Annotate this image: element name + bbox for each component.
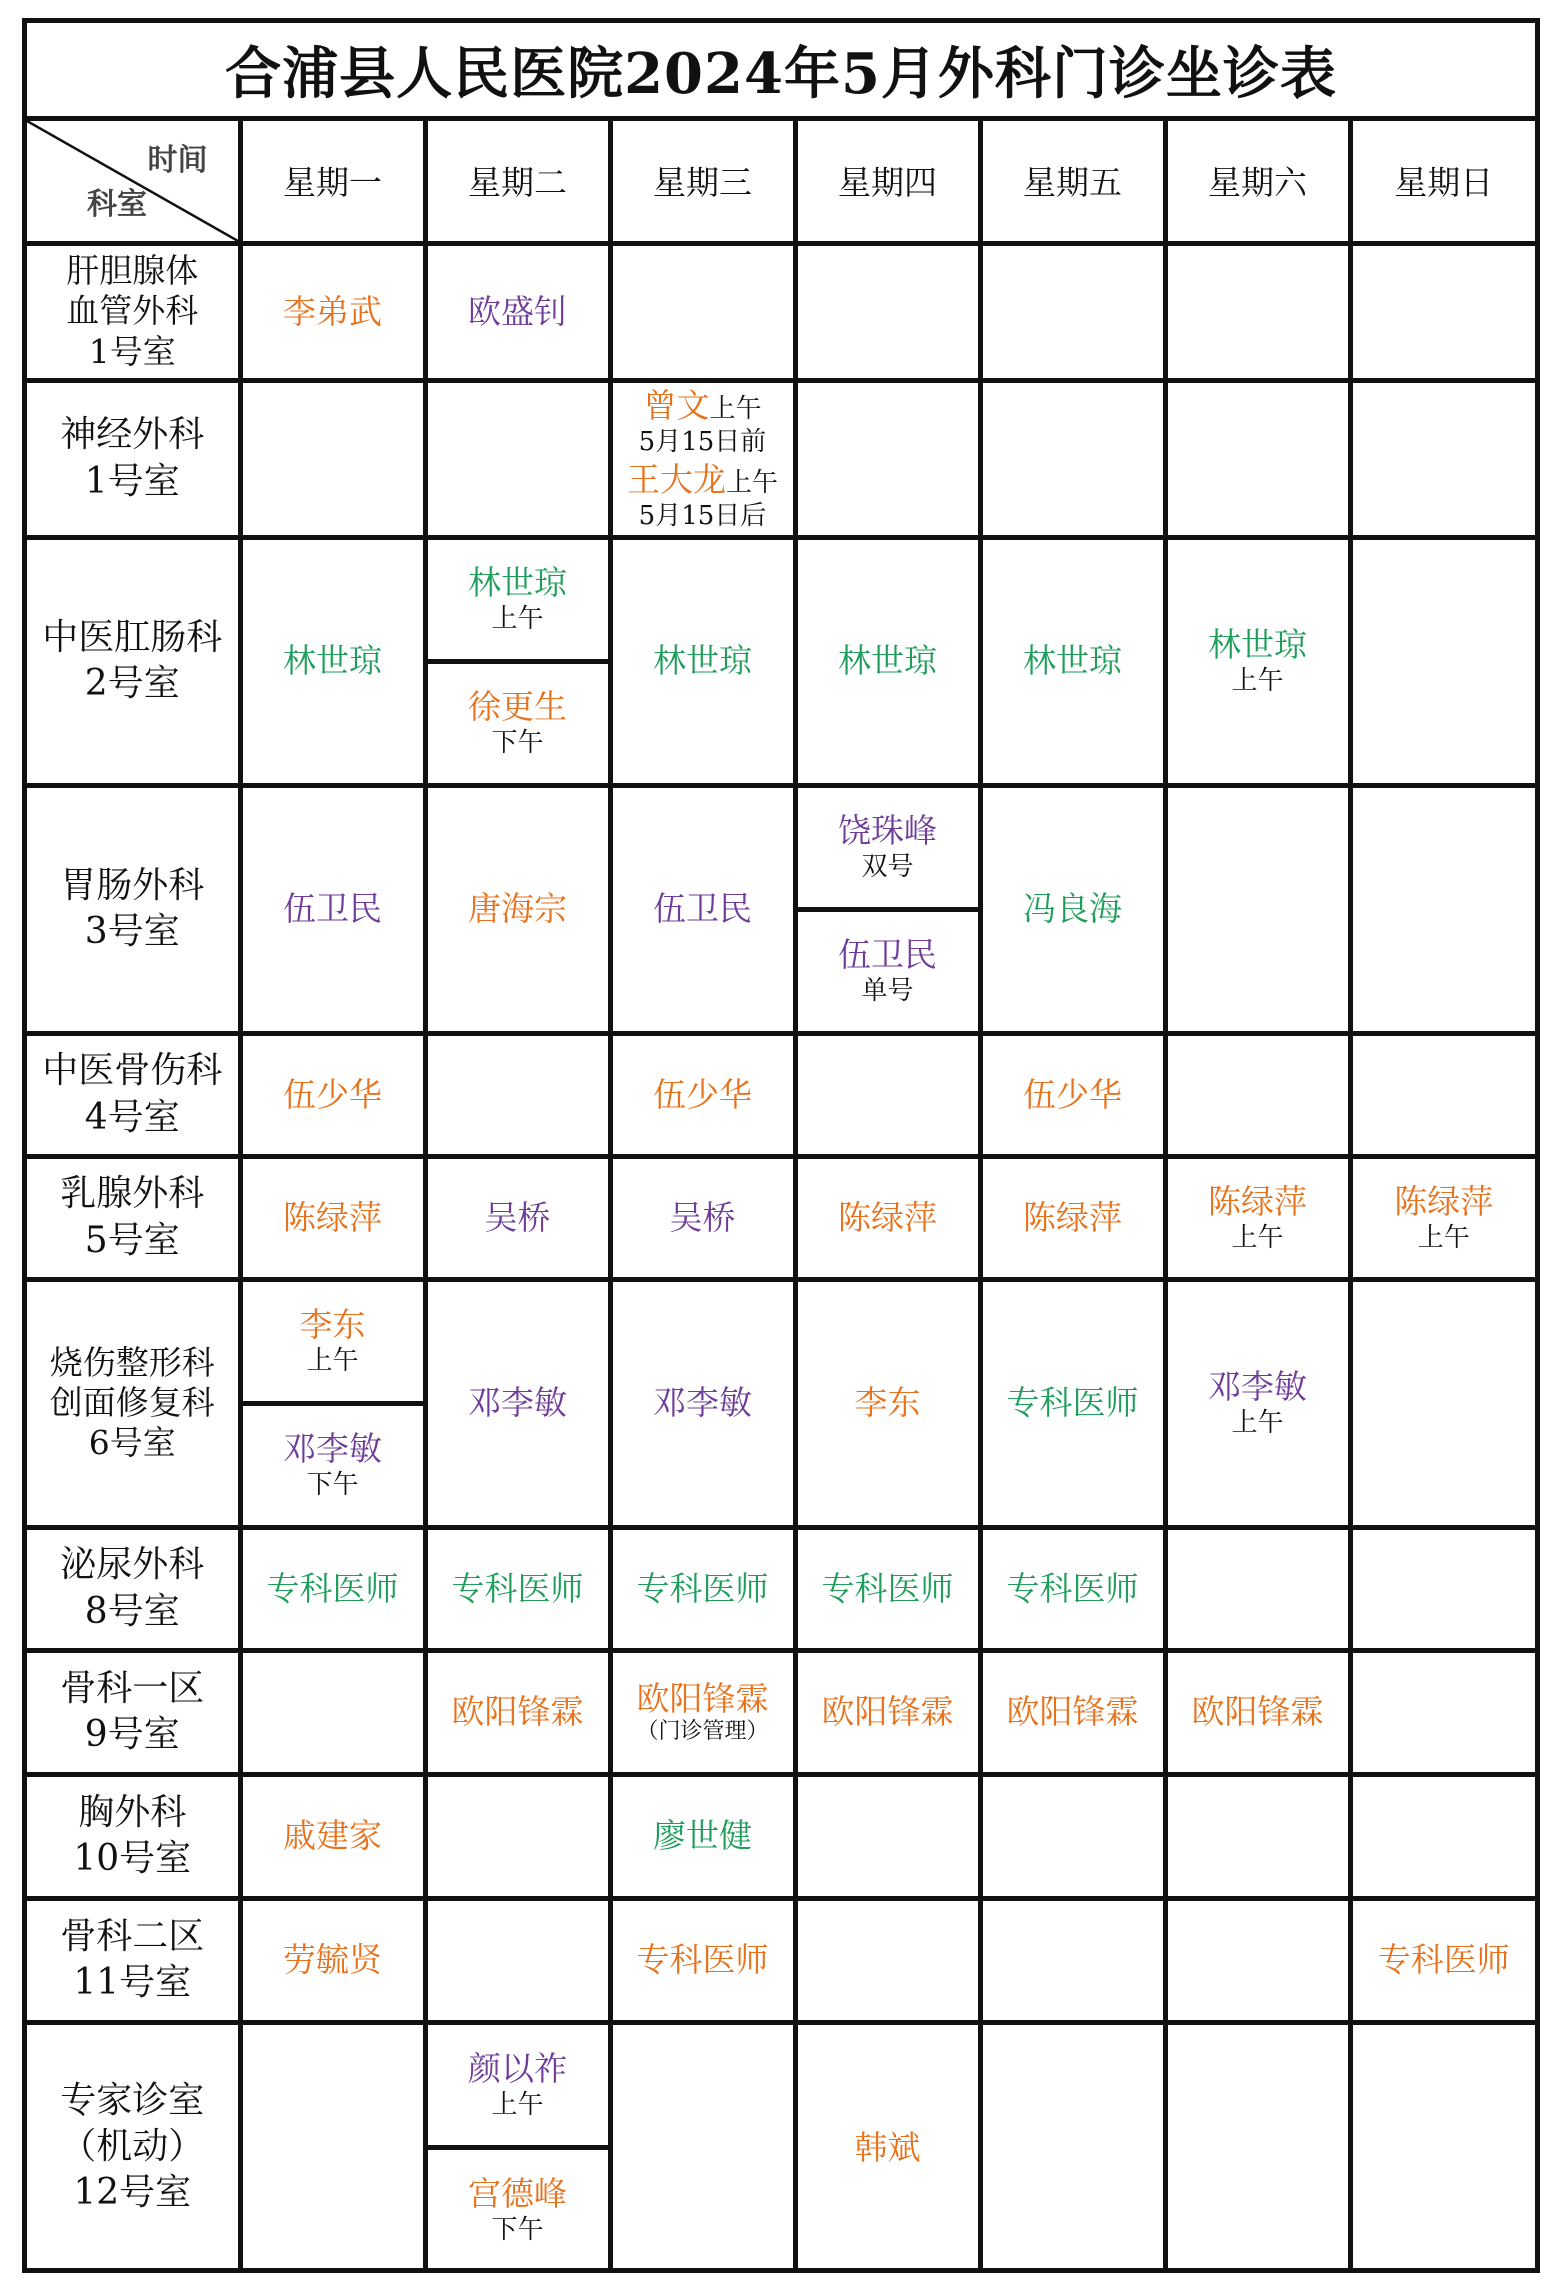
day-header: 星期一 xyxy=(240,121,425,243)
schedule-cell xyxy=(1165,1774,1350,1898)
split-top xyxy=(428,2025,608,2145)
schedule-cell xyxy=(425,1279,610,1527)
department-cell xyxy=(27,1279,240,1527)
doctor-name: 专科医师 xyxy=(1006,1383,1139,1423)
schedule-cell xyxy=(1165,1156,1350,1279)
department-cell xyxy=(27,1156,240,1279)
split-cell xyxy=(428,2025,608,2271)
schedule-cell xyxy=(980,537,1165,785)
schedule-cell xyxy=(240,1527,425,1650)
session-note: 上午 xyxy=(491,2090,544,2120)
schedule-cell xyxy=(1350,1650,1535,1774)
schedule-cell xyxy=(1165,380,1350,537)
schedule-cell xyxy=(980,380,1165,537)
schedule-cell xyxy=(1165,785,1350,1033)
department-line: 10号室 xyxy=(73,1838,192,1879)
schedule-cell xyxy=(795,1527,980,1650)
doctor-name: 吴桥 xyxy=(484,1197,551,1237)
department-line: 中医肛肠科 xyxy=(42,616,223,658)
table-row xyxy=(27,380,1535,537)
session-note: 下午 xyxy=(306,1470,359,1501)
schedule-cell xyxy=(610,1033,795,1156)
department-cell xyxy=(27,1650,240,1774)
doctor-name: 林世琼 xyxy=(653,641,752,681)
schedule-cell xyxy=(980,785,1165,1033)
schedule-cell xyxy=(425,537,610,785)
department-cell xyxy=(27,1033,240,1156)
schedule-cell xyxy=(980,243,1165,380)
schedule-cell xyxy=(1350,537,1535,785)
schedule-cell xyxy=(610,1527,795,1650)
schedule-cell xyxy=(425,243,610,380)
schedule-cell xyxy=(1165,1033,1350,1156)
schedule-cell xyxy=(610,1156,795,1279)
department-line: 6号室 xyxy=(88,1423,176,1463)
table-row xyxy=(27,1527,1535,1650)
day-header: 星期五 xyxy=(980,121,1165,243)
schedule-cell xyxy=(1165,2022,1350,2270)
doctor-name: 专科医师 xyxy=(821,1568,954,1608)
schedule-cell xyxy=(795,1279,980,1527)
schedule-cell xyxy=(240,537,425,785)
split-bottom xyxy=(798,907,978,1031)
department-line: 骨科一区 xyxy=(60,1667,205,1709)
schedule-cell xyxy=(240,243,425,380)
schedule-cell xyxy=(240,380,425,537)
department-cell xyxy=(27,1527,240,1650)
schedule-cell xyxy=(795,2022,980,2270)
department-line: 2号室 xyxy=(84,663,180,704)
table-row xyxy=(27,1033,1535,1156)
schedule-table xyxy=(27,121,1535,2270)
schedule-cell xyxy=(240,2022,425,2270)
department-line: 11号室 xyxy=(73,1962,192,2003)
doctor-name: 陈绿萍 xyxy=(1023,1197,1122,1237)
schedule-cell xyxy=(1165,1279,1350,1527)
table-row xyxy=(27,1156,1535,1279)
schedule-cell xyxy=(980,1279,1165,1527)
split-cell xyxy=(428,540,608,783)
doctor-name: 专科医师 xyxy=(636,1940,769,1980)
department-line: 4号室 xyxy=(84,1096,180,1138)
schedule-cell xyxy=(610,785,795,1033)
header-row xyxy=(27,121,1535,243)
schedule-sheet xyxy=(22,18,1540,2273)
doctor-name: 林世琼 xyxy=(283,641,382,681)
doctor-name: 欧阳锋霖 xyxy=(636,1679,769,1719)
department-line: 8号室 xyxy=(84,1590,180,1632)
department-cell xyxy=(27,785,240,1033)
doctor-name: 伍少华 xyxy=(653,1074,752,1114)
schedule-cell xyxy=(1165,1527,1350,1650)
schedule-cell xyxy=(425,1033,610,1156)
doctor-name: 专科医师 xyxy=(451,1568,584,1608)
doctor-name: 伍少华 xyxy=(1023,1074,1122,1114)
split-cell xyxy=(243,1282,423,1525)
schedule-cell xyxy=(1350,1033,1535,1156)
department-line: 胃肠外科 xyxy=(60,864,205,906)
session-note: 下午 xyxy=(491,728,544,759)
session-note: 上午 xyxy=(725,467,778,498)
schedule-cell xyxy=(795,243,980,380)
schedule-cell xyxy=(980,1650,1165,1774)
doctor-name: 邓李敏 xyxy=(468,1383,567,1423)
doctor-name: 邓李敏 xyxy=(1208,1367,1307,1407)
schedule-cell xyxy=(240,1156,425,1279)
department-cell xyxy=(27,243,240,380)
doctor-name: 欧盛钊 xyxy=(468,291,567,331)
doctor-name: 邓李敏 xyxy=(283,1429,382,1469)
doctor-name: 林世琼 xyxy=(1208,625,1307,665)
split-bottom xyxy=(428,2145,608,2270)
doctor-name: 李东 xyxy=(854,1383,921,1423)
schedule-cell xyxy=(795,380,980,537)
table-row xyxy=(27,537,1535,785)
table-row xyxy=(27,2022,1535,2270)
department-line: 中医骨伤科 xyxy=(42,1050,223,1092)
doctor-name: 宫德峰 xyxy=(468,2174,567,2213)
doctor-name: 邓李敏 xyxy=(653,1383,752,1423)
doctor-name: 专科医师 xyxy=(266,1568,399,1608)
schedule-cell xyxy=(795,1898,980,2022)
schedule-cell xyxy=(980,2022,1165,2270)
doctor-name: 欧阳锋霖 xyxy=(451,1692,584,1732)
schedule-cell xyxy=(610,380,795,537)
doctor-name: 吴桥 xyxy=(669,1197,736,1237)
schedule-cell xyxy=(425,1156,610,1279)
schedule-cell xyxy=(1165,1650,1350,1774)
doctor-name: 饶珠峰 xyxy=(838,811,937,851)
doctor-name: 徐更生 xyxy=(468,687,567,727)
session-note: 上午 xyxy=(709,393,762,424)
doctor-name: 伍卫民 xyxy=(838,935,937,975)
department-line: 胸外科 xyxy=(78,1791,187,1833)
corner-time-label: 时间 xyxy=(147,143,208,178)
department-cell xyxy=(27,537,240,785)
split-cell xyxy=(798,788,978,1031)
department-cell xyxy=(27,380,240,537)
remark-note: （门诊管理） xyxy=(636,1719,769,1745)
doctor-name: 伍卫民 xyxy=(653,889,752,929)
doctor-name: 伍少华 xyxy=(283,1074,382,1114)
session-note: 上午 xyxy=(1231,666,1284,697)
department-line: 血管外科 xyxy=(66,291,199,331)
schedule-cell xyxy=(1350,243,1535,380)
corner-cell xyxy=(27,121,240,243)
doctor-entry xyxy=(613,385,793,426)
schedule-cell xyxy=(425,1527,610,1650)
schedule-cell xyxy=(795,1650,980,1774)
doctor-name: 唐海宗 xyxy=(468,889,567,929)
table-row xyxy=(27,785,1535,1033)
department-cell xyxy=(27,2022,240,2270)
doctor-name: 曾文 xyxy=(643,385,710,425)
doctor-name: 林世琼 xyxy=(1023,641,1122,681)
schedule-cell xyxy=(425,1650,610,1774)
department-line: 专家诊室（机动） xyxy=(60,2080,205,2168)
department-line: 骨科二区 xyxy=(60,1915,205,1957)
schedule-cell xyxy=(610,1279,795,1527)
department-line: 1号室 xyxy=(84,460,180,502)
schedule-cell xyxy=(795,1774,980,1898)
department-cell xyxy=(27,1898,240,2022)
table-row xyxy=(27,243,1535,380)
table-row xyxy=(27,1898,1535,2022)
schedule-cell xyxy=(1350,1279,1535,1527)
doctor-name: 王大龙 xyxy=(626,459,726,499)
split-top xyxy=(428,540,608,659)
schedule-cell xyxy=(240,1033,425,1156)
schedule-cell xyxy=(610,1774,795,1898)
department-line: 3号室 xyxy=(84,911,180,952)
schedule-cell xyxy=(425,1898,610,2022)
department-line: 5号室 xyxy=(84,1219,180,1261)
day-header: 星期四 xyxy=(795,121,980,243)
schedule-cell xyxy=(610,1650,795,1774)
schedule-cell xyxy=(795,1156,980,1279)
session-note: 双号 xyxy=(861,852,914,883)
doctor-name: 伍卫民 xyxy=(283,889,382,929)
day-header: 星期六 xyxy=(1165,121,1350,243)
schedule-cell xyxy=(240,1650,425,1774)
doctor-name: 李弟武 xyxy=(283,291,382,331)
schedule-cell xyxy=(425,785,610,1033)
department-line: 神经外科 xyxy=(60,414,205,456)
doctor-name: 颜以祚 xyxy=(468,2048,567,2088)
session-note: 单号 xyxy=(861,976,914,1007)
corner-dept-label: 科室 xyxy=(87,186,147,222)
schedule-cell xyxy=(425,1774,610,1898)
schedule-cell xyxy=(980,1527,1165,1650)
day-header: 星期日 xyxy=(1350,121,1535,243)
schedule-cell xyxy=(795,537,980,785)
table-row xyxy=(27,1650,1535,1774)
date-note: 5月15日后 xyxy=(638,500,767,531)
session-note: 上午 xyxy=(306,1346,359,1377)
schedule-cell xyxy=(240,785,425,1033)
session-note: 上午 xyxy=(1231,1222,1284,1253)
doctor-name: 陈绿萍 xyxy=(1208,1181,1307,1221)
doctor-name: 林世琼 xyxy=(468,563,567,603)
schedule-cell xyxy=(980,1774,1165,1898)
department-cell xyxy=(27,1774,240,1898)
day-header: 星期二 xyxy=(425,121,610,243)
split-bottom xyxy=(428,659,608,783)
schedule-cell xyxy=(240,1774,425,1898)
schedule-cell xyxy=(610,1898,795,2022)
schedule-cell xyxy=(1165,1898,1350,2022)
doctor-name: 陈绿萍 xyxy=(838,1197,937,1237)
schedule-cell xyxy=(425,380,610,537)
department-line: 创面修复科 xyxy=(49,1382,215,1422)
doctor-name: 专科医师 xyxy=(1006,1568,1139,1608)
schedule-cell xyxy=(240,1279,425,1527)
schedule-cell xyxy=(1350,1156,1535,1279)
doctor-name: 欧阳锋霖 xyxy=(1006,1692,1139,1732)
schedule-cell xyxy=(1350,2022,1535,2270)
schedule-cell xyxy=(980,1898,1165,2022)
schedule-cell xyxy=(425,2022,610,2270)
doctor-entry xyxy=(613,459,793,500)
table-row xyxy=(27,1279,1535,1527)
split-bottom xyxy=(243,1401,423,1525)
doctor-name: 冯良海 xyxy=(1023,889,1122,929)
doctor-name: 劳毓贤 xyxy=(283,1940,382,1980)
doctor-name: 陈绿萍 xyxy=(283,1197,382,1237)
department-line: 9号室 xyxy=(84,1714,180,1755)
schedule-cell xyxy=(610,243,795,380)
schedule-cell xyxy=(610,2022,795,2270)
schedule-cell xyxy=(1350,785,1535,1033)
doctor-name: 李东 xyxy=(299,1305,366,1345)
schedule-cell xyxy=(610,537,795,785)
schedule-cell xyxy=(1350,1527,1535,1650)
date-note: 5月15日前 xyxy=(638,427,767,457)
schedule-cell xyxy=(240,1898,425,2022)
session-note: 上午 xyxy=(1231,1408,1284,1439)
schedule-cell xyxy=(795,1033,980,1156)
schedule-cell xyxy=(980,1033,1165,1156)
schedule-cell xyxy=(980,1156,1165,1279)
schedule-cell xyxy=(1165,537,1350,785)
department-line: 12号室 xyxy=(73,2172,192,2214)
day-header: 星期三 xyxy=(610,121,795,243)
doctor-name: 廖世健 xyxy=(653,1816,752,1856)
session-note: 上午 xyxy=(1417,1222,1470,1253)
table-row xyxy=(27,1774,1535,1898)
schedule-cell xyxy=(1350,1898,1535,2022)
doctor-name: 欧阳锋霖 xyxy=(1191,1692,1324,1732)
doctor-name: 戚建家 xyxy=(283,1816,382,1856)
page-title: 合浦县人民医院2024年5月外科门诊坐诊表 xyxy=(27,23,1535,121)
department-line: 1号室 xyxy=(88,331,176,371)
session-note: 上午 xyxy=(491,604,544,635)
doctor-name: 陈绿萍 xyxy=(1394,1181,1494,1221)
doctor-name: 专科医师 xyxy=(1377,1940,1510,1980)
department-line: 乳腺外科 xyxy=(60,1173,205,1215)
department-line: 烧伤整形科 xyxy=(49,1342,215,1382)
doctor-name: 韩斌 xyxy=(854,2127,921,2167)
doctor-name: 林世琼 xyxy=(838,641,937,681)
department-line: 肝胆腺体 xyxy=(66,251,199,291)
doctor-name: 专科医师 xyxy=(636,1568,769,1608)
schedule-cell xyxy=(1350,1774,1535,1898)
split-top xyxy=(243,1282,423,1401)
session-note: 下午 xyxy=(491,2215,544,2246)
doctor-name: 欧阳锋霖 xyxy=(821,1692,954,1732)
schedule-cell xyxy=(1165,243,1350,380)
schedule-cell xyxy=(795,785,980,1033)
split-top xyxy=(798,788,978,907)
schedule-cell xyxy=(1350,380,1535,537)
department-line: 泌尿外科 xyxy=(60,1544,205,1586)
